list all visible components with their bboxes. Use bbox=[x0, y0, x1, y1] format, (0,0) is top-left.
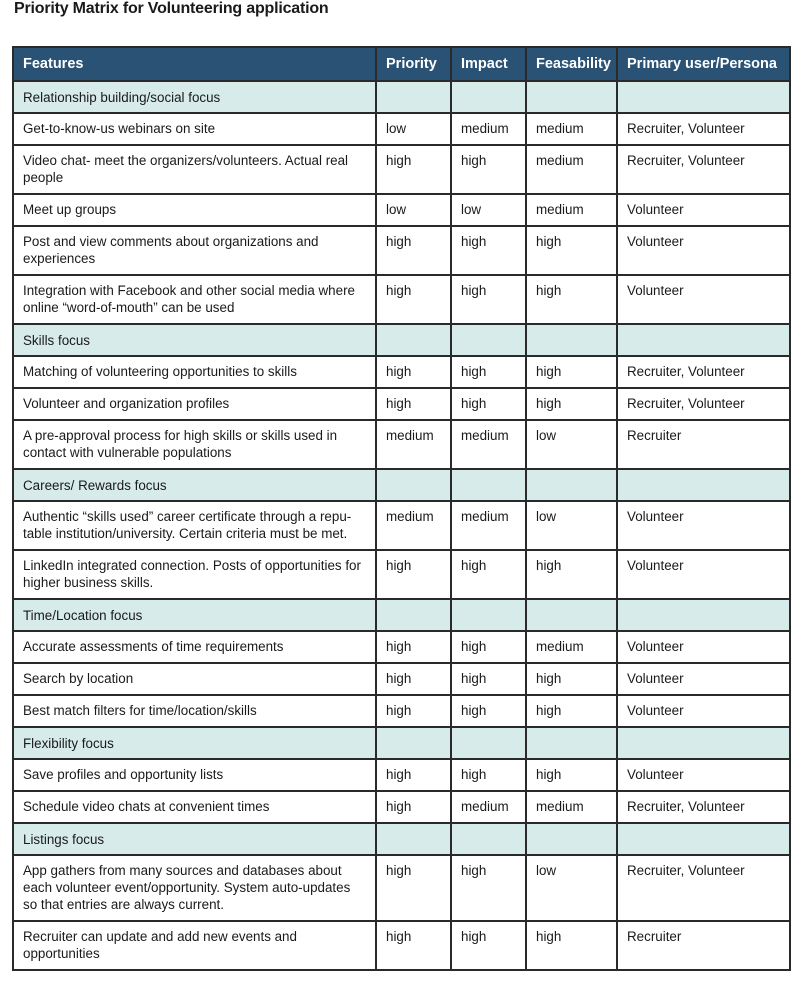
feature-cell: Accurate assessments of time requirements bbox=[13, 631, 376, 663]
section-title: Relationship building/social focus bbox=[13, 81, 376, 113]
header-impact: Impact bbox=[451, 47, 526, 81]
section-empty-cell bbox=[617, 324, 790, 356]
feature-cell: LinkedIn integrated connection. Posts of opportunities for higher business skills. bbox=[13, 550, 376, 599]
section-empty-cell bbox=[376, 727, 451, 759]
persona-cell: Volunteer bbox=[617, 226, 790, 275]
feature-cell: A pre-approval process for high skills or skills used in contact with vulnerable populations bbox=[13, 420, 376, 469]
feasability-cell: high bbox=[526, 275, 617, 324]
feasability-cell: medium bbox=[526, 791, 617, 823]
section-empty-cell bbox=[617, 727, 790, 759]
table-row bbox=[13, 759, 790, 791]
impact-cell: low bbox=[451, 194, 526, 226]
feasability-cell: high bbox=[526, 695, 617, 727]
section-title: Listings focus bbox=[13, 823, 376, 855]
table-row bbox=[13, 113, 790, 145]
feasability-cell: high bbox=[526, 226, 617, 275]
section-empty-cell bbox=[526, 823, 617, 855]
priority-cell: high bbox=[376, 275, 451, 324]
table-row bbox=[13, 388, 790, 420]
page-title: Priority Matrix for Volunteering application bbox=[14, 0, 329, 17]
section-empty-cell bbox=[451, 324, 526, 356]
priority-cell: high bbox=[376, 759, 451, 791]
header-persona: Primary user/Persona bbox=[617, 47, 790, 81]
section-empty-cell bbox=[451, 823, 526, 855]
feasability-cell: medium bbox=[526, 145, 617, 194]
feature-cell: Best match filters for time/location/skills bbox=[13, 695, 376, 727]
priority-cell: low bbox=[376, 194, 451, 226]
impact-cell: high bbox=[451, 145, 526, 194]
section-empty-cell bbox=[376, 599, 451, 631]
section-empty-cell bbox=[451, 599, 526, 631]
priority-cell: high bbox=[376, 695, 451, 727]
table-row bbox=[13, 631, 790, 663]
impact-cell: high bbox=[451, 275, 526, 324]
table-row bbox=[13, 356, 790, 388]
header-priority: Priority bbox=[376, 47, 451, 81]
priority-cell: high bbox=[376, 663, 451, 695]
section-empty-cell bbox=[617, 599, 790, 631]
feature-cell: Search by location bbox=[13, 663, 376, 695]
feature-cell: Recruiter can update and add new events and opportunities bbox=[13, 921, 376, 970]
feasability-cell: high bbox=[526, 550, 617, 599]
persona-cell: Recruiter, Volunteer bbox=[617, 388, 790, 420]
feasability-cell: medium bbox=[526, 113, 617, 145]
table-body bbox=[13, 81, 790, 970]
feature-cell: App gathers from many sources and databases about each volunteer event/opportunity. System auto-updates so that entries are always current. bbox=[13, 855, 376, 921]
impact-cell: high bbox=[451, 550, 526, 599]
section-empty-cell bbox=[526, 324, 617, 356]
priority-cell: high bbox=[376, 356, 451, 388]
persona-cell: Volunteer bbox=[617, 275, 790, 324]
feature-cell: Meet up groups bbox=[13, 194, 376, 226]
impact-cell: medium bbox=[451, 420, 526, 469]
feature-cell: Volunteer and organization profiles bbox=[13, 388, 376, 420]
table-row bbox=[13, 550, 790, 599]
persona-cell: Recruiter, Volunteer bbox=[617, 145, 790, 194]
priority-cell: high bbox=[376, 226, 451, 275]
feature-cell: Matching of volunteering opportunities to skills bbox=[13, 356, 376, 388]
priority-matrix-table bbox=[12, 46, 791, 971]
feasability-cell: low bbox=[526, 855, 617, 921]
impact-cell: high bbox=[451, 631, 526, 663]
priority-cell: medium bbox=[376, 420, 451, 469]
feature-cell: Schedule video chats at convenient times bbox=[13, 791, 376, 823]
section-title: Time/Location focus bbox=[13, 599, 376, 631]
impact-cell: high bbox=[451, 759, 526, 791]
priority-cell: high bbox=[376, 631, 451, 663]
priority-cell: high bbox=[376, 145, 451, 194]
persona-cell: Recruiter, Volunteer bbox=[617, 113, 790, 145]
section-row bbox=[13, 599, 790, 631]
table-row bbox=[13, 501, 790, 550]
section-empty-cell bbox=[451, 81, 526, 113]
persona-cell: Volunteer bbox=[617, 501, 790, 550]
feasability-cell: high bbox=[526, 356, 617, 388]
persona-cell: Volunteer bbox=[617, 759, 790, 791]
table-row bbox=[13, 663, 790, 695]
persona-cell: Recruiter bbox=[617, 921, 790, 970]
impact-cell: high bbox=[451, 921, 526, 970]
persona-cell: Recruiter, Volunteer bbox=[617, 791, 790, 823]
table-row bbox=[13, 420, 790, 469]
section-empty-cell bbox=[526, 81, 617, 113]
impact-cell: high bbox=[451, 855, 526, 921]
persona-cell: Volunteer bbox=[617, 663, 790, 695]
section-empty-cell bbox=[617, 81, 790, 113]
section-empty-cell bbox=[451, 469, 526, 501]
priority-cell: high bbox=[376, 791, 451, 823]
section-row bbox=[13, 469, 790, 501]
section-empty-cell bbox=[376, 324, 451, 356]
section-empty-cell bbox=[376, 81, 451, 113]
persona-cell: Recruiter, Volunteer bbox=[617, 855, 790, 921]
feature-cell: Video chat- meet the organizers/volunteers. Actual real people bbox=[13, 145, 376, 194]
section-empty-cell bbox=[376, 823, 451, 855]
section-empty-cell bbox=[376, 469, 451, 501]
table-row bbox=[13, 855, 790, 921]
persona-cell: Volunteer bbox=[617, 194, 790, 226]
priority-cell: medium bbox=[376, 501, 451, 550]
impact-cell: medium bbox=[451, 113, 526, 145]
section-empty-cell bbox=[617, 469, 790, 501]
impact-cell: high bbox=[451, 695, 526, 727]
priority-cell: low bbox=[376, 113, 451, 145]
table-row bbox=[13, 695, 790, 727]
persona-cell: Recruiter bbox=[617, 420, 790, 469]
table-header-row bbox=[13, 47, 790, 81]
feasability-cell: low bbox=[526, 501, 617, 550]
feasability-cell: high bbox=[526, 921, 617, 970]
section-empty-cell bbox=[451, 727, 526, 759]
impact-cell: high bbox=[451, 663, 526, 695]
header-feasability: Feasability bbox=[526, 47, 617, 81]
table-row bbox=[13, 194, 790, 226]
persona-cell: Volunteer bbox=[617, 631, 790, 663]
section-empty-cell bbox=[617, 823, 790, 855]
persona-cell: Recruiter, Volunteer bbox=[617, 356, 790, 388]
priority-cell: high bbox=[376, 855, 451, 921]
section-title: Careers/ Rewards focus bbox=[13, 469, 376, 501]
feature-cell: Authentic “skills used” career certificate through a repu-table institution/university. Certain criteria must be met. bbox=[13, 501, 376, 550]
section-row bbox=[13, 81, 790, 113]
feasability-cell: low bbox=[526, 420, 617, 469]
feature-cell: Post and view comments about organizations and experiences bbox=[13, 226, 376, 275]
feasability-cell: medium bbox=[526, 194, 617, 226]
priority-cell: high bbox=[376, 921, 451, 970]
table-row bbox=[13, 921, 790, 970]
impact-cell: high bbox=[451, 226, 526, 275]
feasability-cell: high bbox=[526, 663, 617, 695]
section-title: Flexibility focus bbox=[13, 727, 376, 759]
impact-cell: high bbox=[451, 356, 526, 388]
table-row bbox=[13, 275, 790, 324]
priority-cell: high bbox=[376, 388, 451, 420]
impact-cell: medium bbox=[451, 501, 526, 550]
feasability-cell: medium bbox=[526, 631, 617, 663]
section-row bbox=[13, 727, 790, 759]
section-row bbox=[13, 823, 790, 855]
priority-cell: high bbox=[376, 550, 451, 599]
impact-cell: high bbox=[451, 388, 526, 420]
table-row bbox=[13, 791, 790, 823]
feature-cell: Save profiles and opportunity lists bbox=[13, 759, 376, 791]
feature-cell: Get-to-know-us webinars on site bbox=[13, 113, 376, 145]
feasability-cell: high bbox=[526, 759, 617, 791]
section-row bbox=[13, 324, 790, 356]
table-row bbox=[13, 226, 790, 275]
section-empty-cell bbox=[526, 469, 617, 501]
impact-cell: medium bbox=[451, 791, 526, 823]
feature-cell: Integration with Facebook and other social media where online “word-of-mouth” can be used bbox=[13, 275, 376, 324]
persona-cell: Volunteer bbox=[617, 550, 790, 599]
section-title: Skills focus bbox=[13, 324, 376, 356]
section-empty-cell bbox=[526, 727, 617, 759]
persona-cell: Volunteer bbox=[617, 695, 790, 727]
section-empty-cell bbox=[526, 599, 617, 631]
header-features: Features bbox=[13, 47, 376, 81]
table-row bbox=[13, 145, 790, 194]
feasability-cell: high bbox=[526, 388, 617, 420]
